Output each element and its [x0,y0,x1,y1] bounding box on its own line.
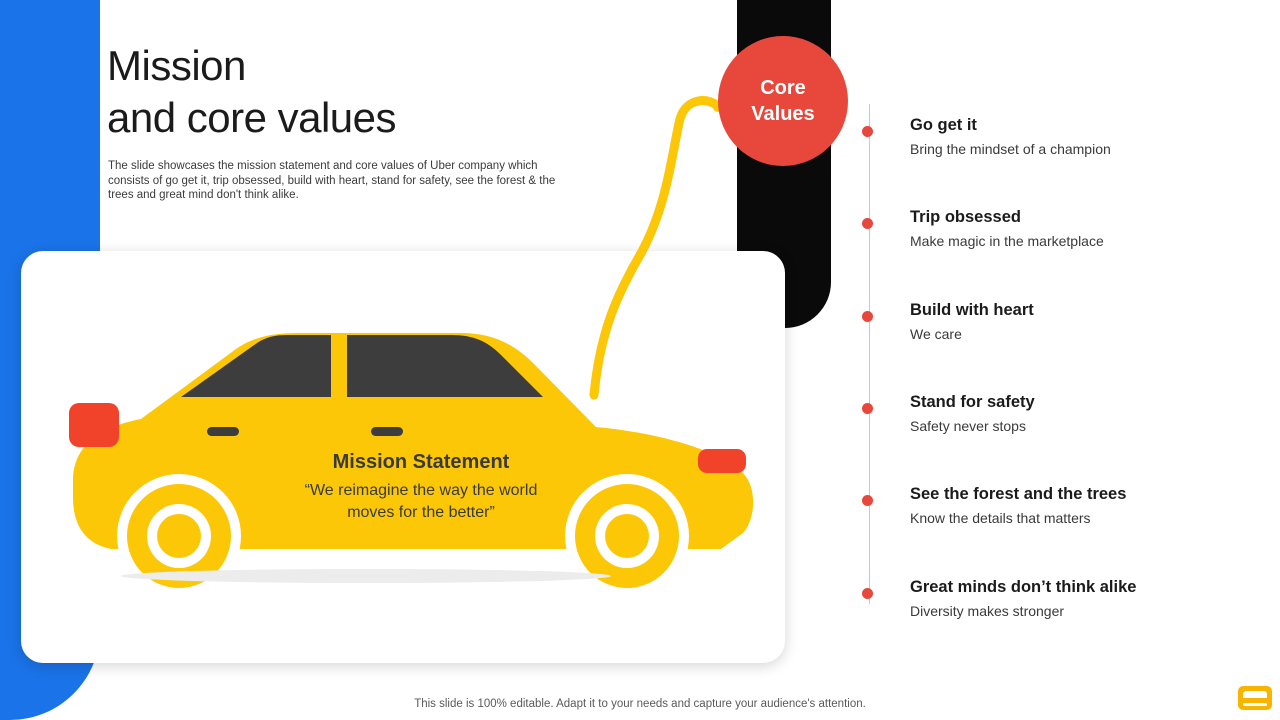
bullet-dot-icon [862,588,873,599]
mission-statement-quote-line2: moves for the better” [347,504,495,521]
charging-cable-icon [560,95,760,425]
core-values-badge-line1: Core [760,77,806,99]
timeline-line [869,104,870,604]
value-title: Stand for safety [910,393,1035,411]
car-logo-icon [1238,686,1272,710]
page-title-line1: Mission [107,42,246,89]
value-title: See the forest and the trees [910,485,1127,503]
value-subtitle: Make magic in the marketplace [910,233,1104,249]
bullet-dot-icon [862,495,873,506]
value-title: Go get it [910,116,977,134]
mission-statement-quote-line1: “We reimagine the way the world [304,482,538,499]
bullet-dot-icon [862,126,873,137]
mission-statement-heading: Mission Statement [332,451,510,473]
value-title: Great minds don’t think alike [910,578,1137,596]
page-title-line2: and core values [107,94,397,141]
value-subtitle: Bring the mindset of a champion [910,141,1111,157]
value-subtitle: Know the details that matters [910,510,1091,526]
core-values-badge [718,36,848,166]
bullet-dot-icon [862,403,873,414]
core-values-badge-line2: Values [751,103,815,125]
mission-statement-block [221,451,621,524]
value-subtitle: We care [910,326,962,342]
value-title: Build with heart [910,301,1034,319]
page-description: The slide showcases the mission statement and core values of Uber company which consists of go get it, trip obsessed, build with heart, stand for safety, see the forest & the trees and great mind don't think alike. [108,160,556,201]
bullet-dot-icon [862,218,873,229]
value-subtitle: Safety never stops [910,418,1026,434]
value-subtitle: Diversity makes stronger [910,603,1065,619]
value-title: Trip obsessed [910,208,1021,226]
car-shadow [121,569,611,583]
bullet-dot-icon [862,311,873,322]
footer-note: This slide is 100% editable. Adapt it to your needs and capture your audience's attention. [414,698,866,710]
